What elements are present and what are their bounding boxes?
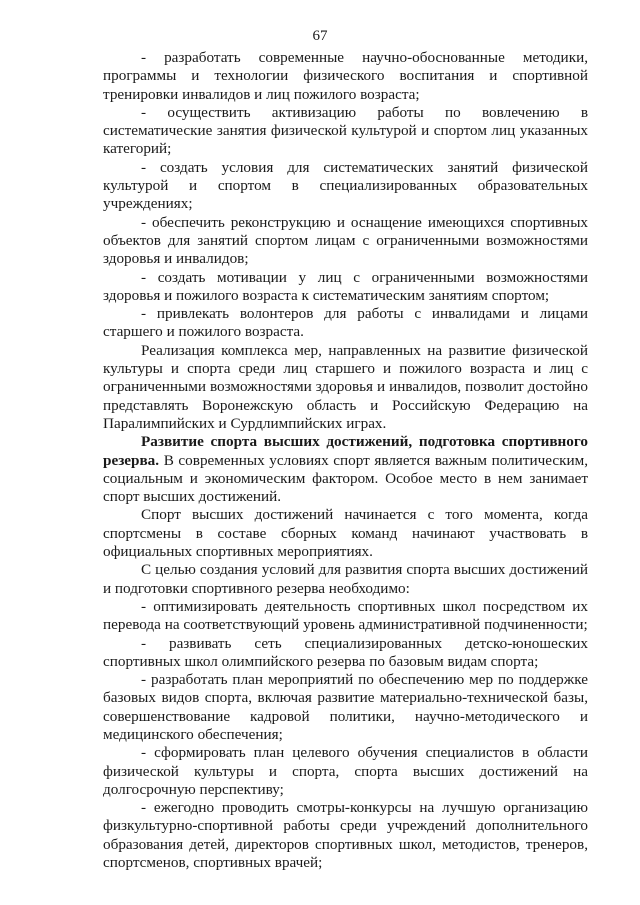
paragraph-text: - ежегодно проводить смотры-конкурсы на лучшую организацию физкультурно-спортивной работы среди учреждений дополнительного образования детей, директоров спортивных школ, методистов, тренеров, спортсменов, спортивных врачей; <box>103 799 588 872</box>
paragraph-text: - осуществить активизацию работы по вовлечению в систематические занятия физической культурой и спортом лиц указанных категорий; <box>103 103 588 158</box>
paragraph-text: - обеспечить реконструкцию и оснащение имеющихся спортивных объектов для занятий спортом лицам с ограниченными возможностями здоровья и инвалидов; <box>103 213 588 268</box>
paragraph-text: С целью создания условий для развития спорта высших достижений и подготовки спортивного резерва необходимо: <box>103 561 588 597</box>
paragraph <box>103 305 588 342</box>
paragraph <box>103 744 588 799</box>
paragraph <box>103 433 588 506</box>
paragraph <box>103 671 588 744</box>
paragraph-text: Спорт высших достижений начинается с того момента, когда спортсмены в составе сборных команд начинают участвовать в официальных спортивных мероприятиях. <box>103 506 588 561</box>
paragraph <box>103 159 588 214</box>
paragraph-text: - создать условия для систематических занятий физической культурой и спортом в специализированных образовательных учреждениях; <box>103 158 588 213</box>
paragraph-text: - оптимизировать деятельность спортивных школ посредством их перевода на соответствующий уровень административной подчиненности; <box>103 597 588 634</box>
paragraph <box>103 598 588 635</box>
paragraph <box>103 104 588 159</box>
paragraph <box>103 799 588 872</box>
page-number: 67 <box>312 28 328 44</box>
paragraph-text: В современных условиях спорт является важным политическим, социальным и экономическим фактором. Особое место в нем занимает спорт высших достижений. <box>103 451 588 506</box>
paragraph-text: - разработать современные научно-обоснованные методики, программы и технологии физического воспитания и спортивной тренировки инвалидов и лиц пожилого возраста; <box>103 49 588 103</box>
paragraph <box>103 561 588 598</box>
paragraph-text: - создать мотивации у лиц с ограниченными возможностями здоровья и пожилого возраста к систематическим занятиям спортом; <box>103 268 588 304</box>
paragraph <box>103 214 588 269</box>
paragraph <box>103 49 588 104</box>
paragraph <box>103 269 588 306</box>
section-heading: Развитие спорта высших достижений, подготовка спортивного резерва. <box>103 433 588 469</box>
paragraph <box>103 635 588 672</box>
paragraph-text: - привлекать волонтеров для работы с инвалидами и лицами старшего и пожилого возраста. <box>103 305 588 341</box>
paragraph <box>103 342 588 433</box>
document-body <box>103 49 588 872</box>
paragraph-text: - сформировать план целевого обучения специалистов в области физической культуры и спорта, спорта высших достижений на долгосрочную перспективу; <box>103 744 588 798</box>
paragraph <box>103 506 588 561</box>
paragraph-text: - развивать сеть специализированных детско-юношеских спортивных школ олимпийского резерва по базовым видам спорта; <box>103 634 588 670</box>
paragraph-text: - разработать план мероприятий по обеспечению мер по поддержке базовых видов спорта, включая развитие материально-технической базы, совершенствование кадровой политики, научно-методического и медицинского обеспечения; <box>103 671 588 743</box>
paragraph-text: Реализация комплекса мер, направленных на развитие физической культуры и спорта среди лиц старшего и пожилого возраста и лиц с ограниченными возможностями здоровья и инвалидов, позволит достойно представлять Воронежскую область и Российскую Федерацию на Паралимпийских и Сурдлимпийских играх. <box>103 341 588 432</box>
